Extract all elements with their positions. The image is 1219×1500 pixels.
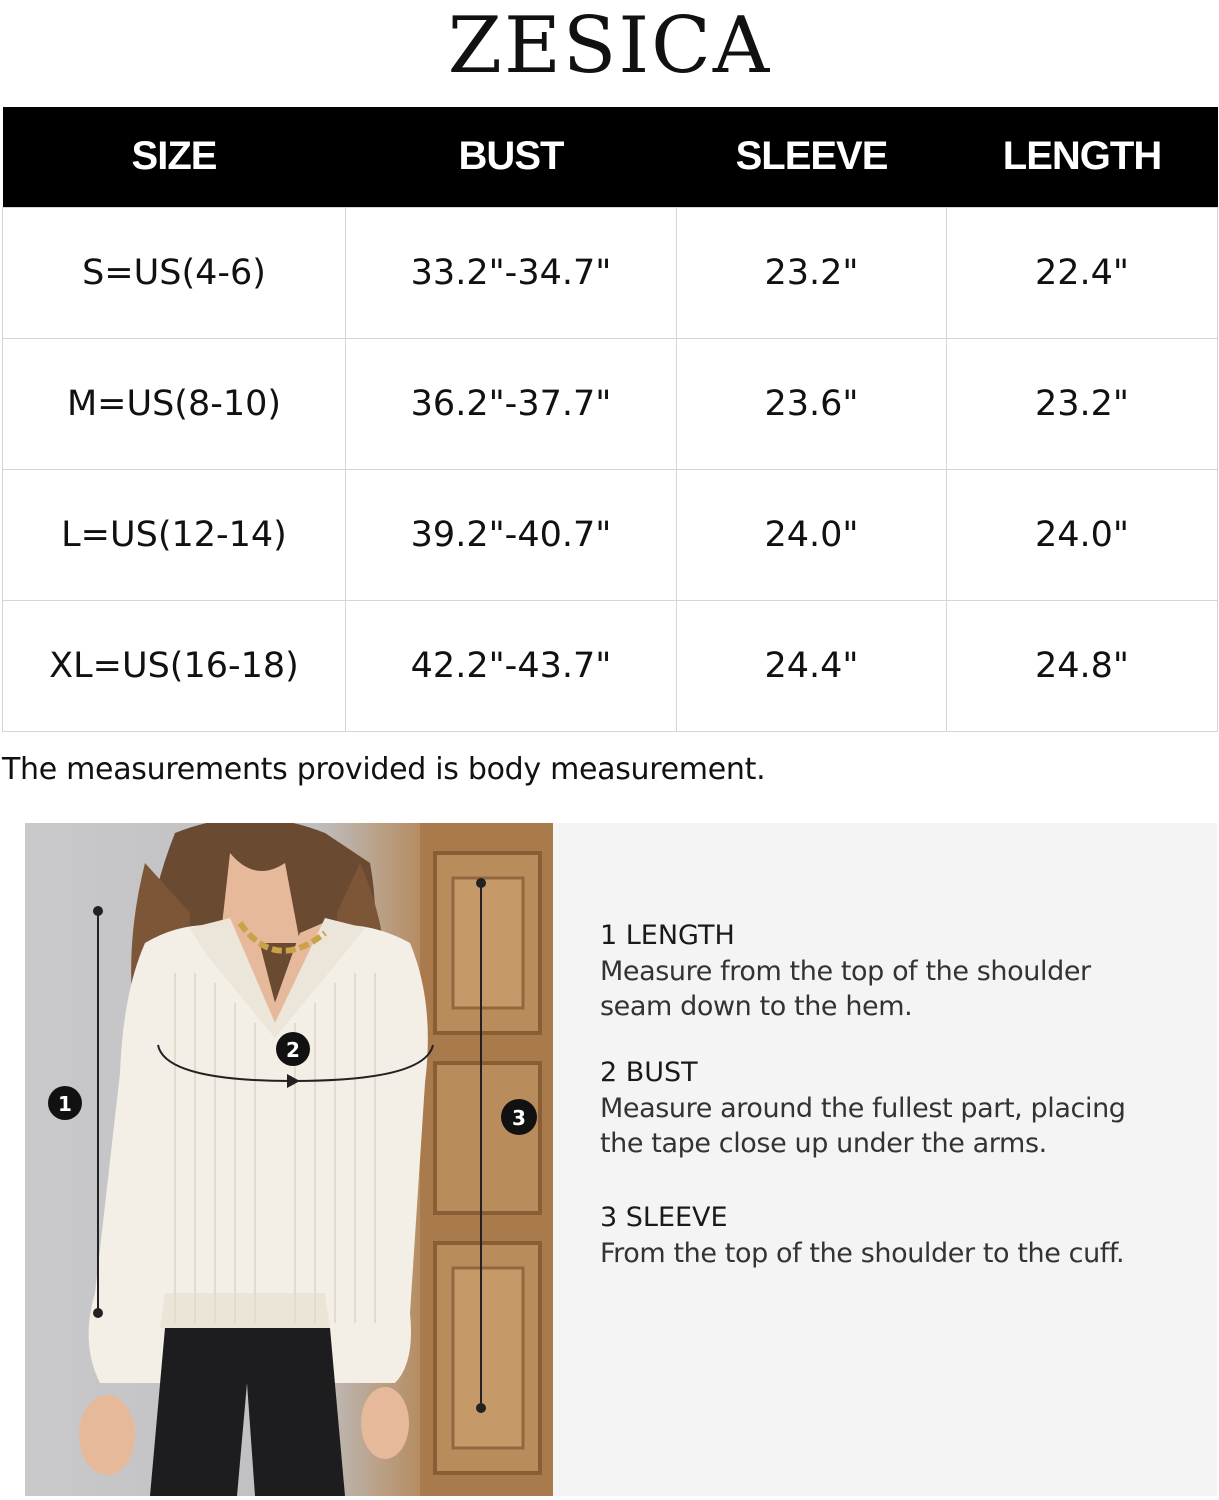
size-chart-table — [2, 107, 1218, 732]
cell-length: 24.0" — [947, 469, 1218, 600]
brand-logo: ZESICA — [447, 1, 772, 91]
sweater — [89, 918, 428, 1383]
table-row — [3, 338, 1218, 469]
cell-length: 22.4" — [947, 207, 1218, 338]
length-measure-line — [48, 906, 103, 1318]
cell-sleeve: 24.0" — [677, 469, 947, 600]
guide-length-text: seam down to the hem. — [600, 991, 913, 1022]
guide-length-text: Measure from the top of the shoulder — [600, 956, 1091, 987]
cell-size: M=US(8-10) — [3, 338, 346, 469]
cell-bust: 33.2"-34.7" — [346, 207, 677, 338]
cell-size: XL=US(16-18) — [3, 600, 346, 731]
cell-sleeve: 23.6" — [677, 338, 947, 469]
pants — [150, 1328, 345, 1496]
svg-text:1: 1 — [58, 1092, 72, 1116]
header-sleeve: SLEEVE — [677, 107, 947, 207]
cell-size: S=US(4-6) — [3, 207, 346, 338]
header-size: SIZE — [3, 107, 346, 207]
model-illustration — [25, 823, 553, 1496]
table-row — [3, 469, 1218, 600]
guide-bust — [600, 1055, 1200, 1161]
header-bust: BUST — [346, 107, 677, 207]
cell-sleeve: 23.2" — [677, 207, 947, 338]
cell-sleeve: 24.4" — [677, 600, 947, 731]
measurement-guide — [553, 823, 1217, 1496]
guide-length — [600, 918, 1200, 1024]
guide-bust-text: Measure around the fullest part, placing — [600, 1093, 1126, 1124]
guide-sleeve-title: 3 SLEEVE — [600, 1202, 728, 1233]
guide-bust-text: the tape close up under the arms. — [600, 1128, 1047, 1159]
cell-length: 23.2" — [947, 338, 1218, 469]
header-length: LENGTH — [947, 107, 1218, 207]
svg-text:2: 2 — [286, 1038, 300, 1062]
guide-bust-title: 2 BUST — [600, 1057, 698, 1088]
cell-size: L=US(12-14) — [3, 469, 346, 600]
table-row — [3, 207, 1218, 338]
guide-sleeve-text: From the top of the shoulder to the cuff. — [600, 1238, 1125, 1269]
table-header-row — [3, 107, 1218, 207]
cell-bust: 36.2"-37.7" — [346, 338, 677, 469]
measurement-note: The measurements provided is body measurement. — [2, 752, 766, 787]
guide-sleeve — [600, 1200, 1200, 1271]
guide-length-title: 1 LENGTH — [600, 920, 735, 951]
model-photo — [25, 823, 553, 1496]
cell-bust: 39.2"-40.7" — [346, 469, 677, 600]
cell-length: 24.8" — [947, 600, 1218, 731]
table-row — [3, 600, 1218, 731]
wooden-door — [420, 823, 553, 1496]
svg-text:3: 3 — [512, 1106, 526, 1130]
cell-bust: 42.2"-43.7" — [346, 600, 677, 731]
